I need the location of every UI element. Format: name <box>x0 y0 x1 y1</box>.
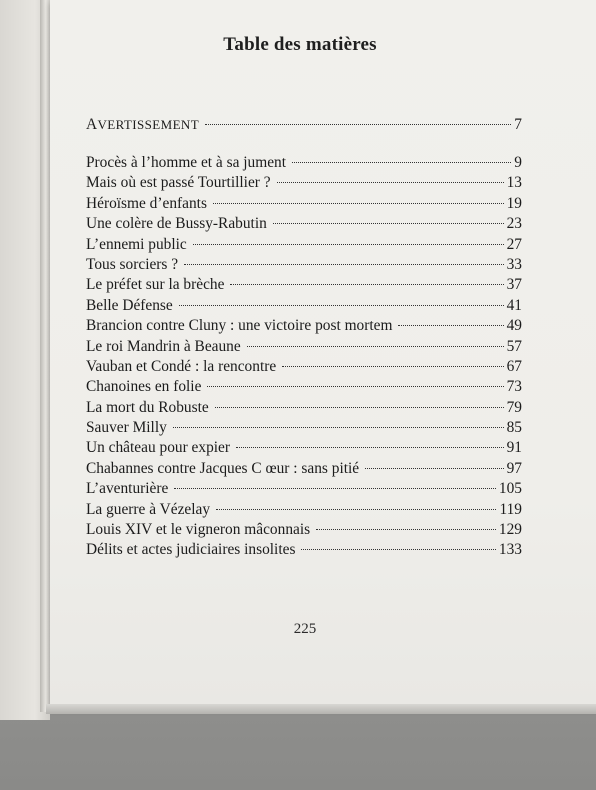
toc-entry-page: 97 <box>506 459 522 477</box>
toc-entry-title: L’aventurière <box>86 480 169 498</box>
toc-entry-title: Sauver Milly <box>86 419 167 437</box>
toc-entry-page: 57 <box>506 337 522 355</box>
toc-row <box>86 174 522 194</box>
dot-leader <box>193 244 504 245</box>
toc-row <box>86 195 522 215</box>
toc-entry-page: 67 <box>506 357 522 375</box>
toc-entry-page: 133 <box>498 541 522 559</box>
toc-entry-title: Procès à l’homme et à sa jument <box>86 154 287 171</box>
page-number: 225 <box>293 621 317 637</box>
toc-row <box>86 439 522 459</box>
toc-entry-page: 23 <box>506 215 522 233</box>
toc-entry-title: Héroïsme d’enfants <box>86 194 207 212</box>
toc-row <box>86 419 522 439</box>
toc-row <box>86 399 522 419</box>
dot-leader <box>398 325 503 326</box>
toc-row <box>86 276 522 296</box>
dot-leader <box>184 264 504 265</box>
dot-leader <box>179 305 504 306</box>
dot-leader <box>216 509 496 510</box>
toc-entry-title: Tous sorciers ? <box>86 255 179 273</box>
toc-entry-page: 79 <box>506 398 522 416</box>
dot-leader <box>316 529 496 530</box>
page-title: Table des matières <box>223 34 377 55</box>
toc-entry-page: 33 <box>506 255 522 273</box>
toc-entry-title: Délits et actes judiciaires insolites <box>86 541 296 559</box>
toc-entry-title: Brancion contre Cluny : une victoire post mortem <box>86 317 393 335</box>
toc-row <box>86 378 522 398</box>
toc-entry-page: 27 <box>506 235 522 253</box>
dot-leader <box>365 468 503 469</box>
toc-entry-title: Le préfet sur la brèche <box>86 276 225 294</box>
dot-leader <box>213 203 504 204</box>
toc-row <box>86 480 522 500</box>
toc-entry-title: Chanoines en folie <box>86 378 202 396</box>
toc-entry-page: 49 <box>506 317 522 335</box>
toc-entry-title: Vauban et Condé : la rencontre <box>86 357 277 375</box>
toc-entry-page: 19 <box>506 194 522 212</box>
dot-leader <box>236 447 504 448</box>
toc-row <box>86 256 522 276</box>
dot-leader <box>174 488 496 489</box>
toc-avertissement <box>86 116 522 136</box>
toc-entry-title: L’ennemi public <box>86 235 187 253</box>
toc-entry-title: Un château pour expier <box>86 439 231 457</box>
toc-entry-page: 73 <box>506 378 522 396</box>
toc-entry-page: 9 <box>514 154 522 171</box>
dot-leader <box>282 366 503 367</box>
dot-leader <box>247 346 504 347</box>
toc-entry-title: Louis XIV et le vigneron mâconnais <box>86 521 311 539</box>
toc-entry-page: 91 <box>506 439 522 457</box>
toc-row <box>86 236 522 256</box>
toc-entry-title: AVERTISSEMENT <box>86 116 200 133</box>
dot-leader <box>230 284 503 285</box>
toc-entry-title: Mais où est passé Tourtillier ? <box>86 174 271 192</box>
toc-entry-page: 119 <box>499 500 522 518</box>
toc-entry-page: 7 <box>514 116 522 133</box>
dot-leader <box>215 407 504 408</box>
toc-entry-page: 13 <box>506 174 522 192</box>
toc-row <box>86 215 522 235</box>
toc-row <box>86 116 522 136</box>
toc-row <box>86 501 522 521</box>
toc-row <box>86 541 522 561</box>
toc-entry-page: 37 <box>506 276 522 294</box>
toc-row <box>86 317 522 337</box>
dot-leader <box>205 124 511 125</box>
dot-leader <box>277 182 504 183</box>
toc-row <box>86 154 522 174</box>
dot-leader <box>292 162 511 163</box>
dot-leader <box>207 386 503 387</box>
toc-row <box>86 297 522 317</box>
dot-leader <box>173 427 504 428</box>
toc-entry-title: La guerre à Vézelay <box>86 500 211 518</box>
toc-row <box>86 358 522 378</box>
dot-leader <box>273 223 504 224</box>
dot-leader <box>301 549 495 550</box>
toc-entry-page: 85 <box>506 419 522 437</box>
toc-entry-title: Le roi Mandrin à Beaune <box>86 337 241 355</box>
page-stack-edge <box>46 704 596 714</box>
toc-entry-page: 105 <box>498 480 522 498</box>
toc-entry-title: Chabannes contre Jacques C œur : sans pitié <box>86 459 360 477</box>
toc-row <box>86 521 522 541</box>
toc-entry-page: 129 <box>498 521 522 539</box>
toc-list <box>86 154 522 562</box>
toc-row <box>86 338 522 358</box>
toc-entry-title: La mort du Robuste <box>86 398 209 416</box>
toc-entry-title: Une colère de Bussy-Rabutin <box>86 215 267 233</box>
toc-entry-page: 41 <box>506 296 522 314</box>
toc-row <box>86 460 522 480</box>
toc-entry-title: Belle Défense <box>86 296 173 314</box>
